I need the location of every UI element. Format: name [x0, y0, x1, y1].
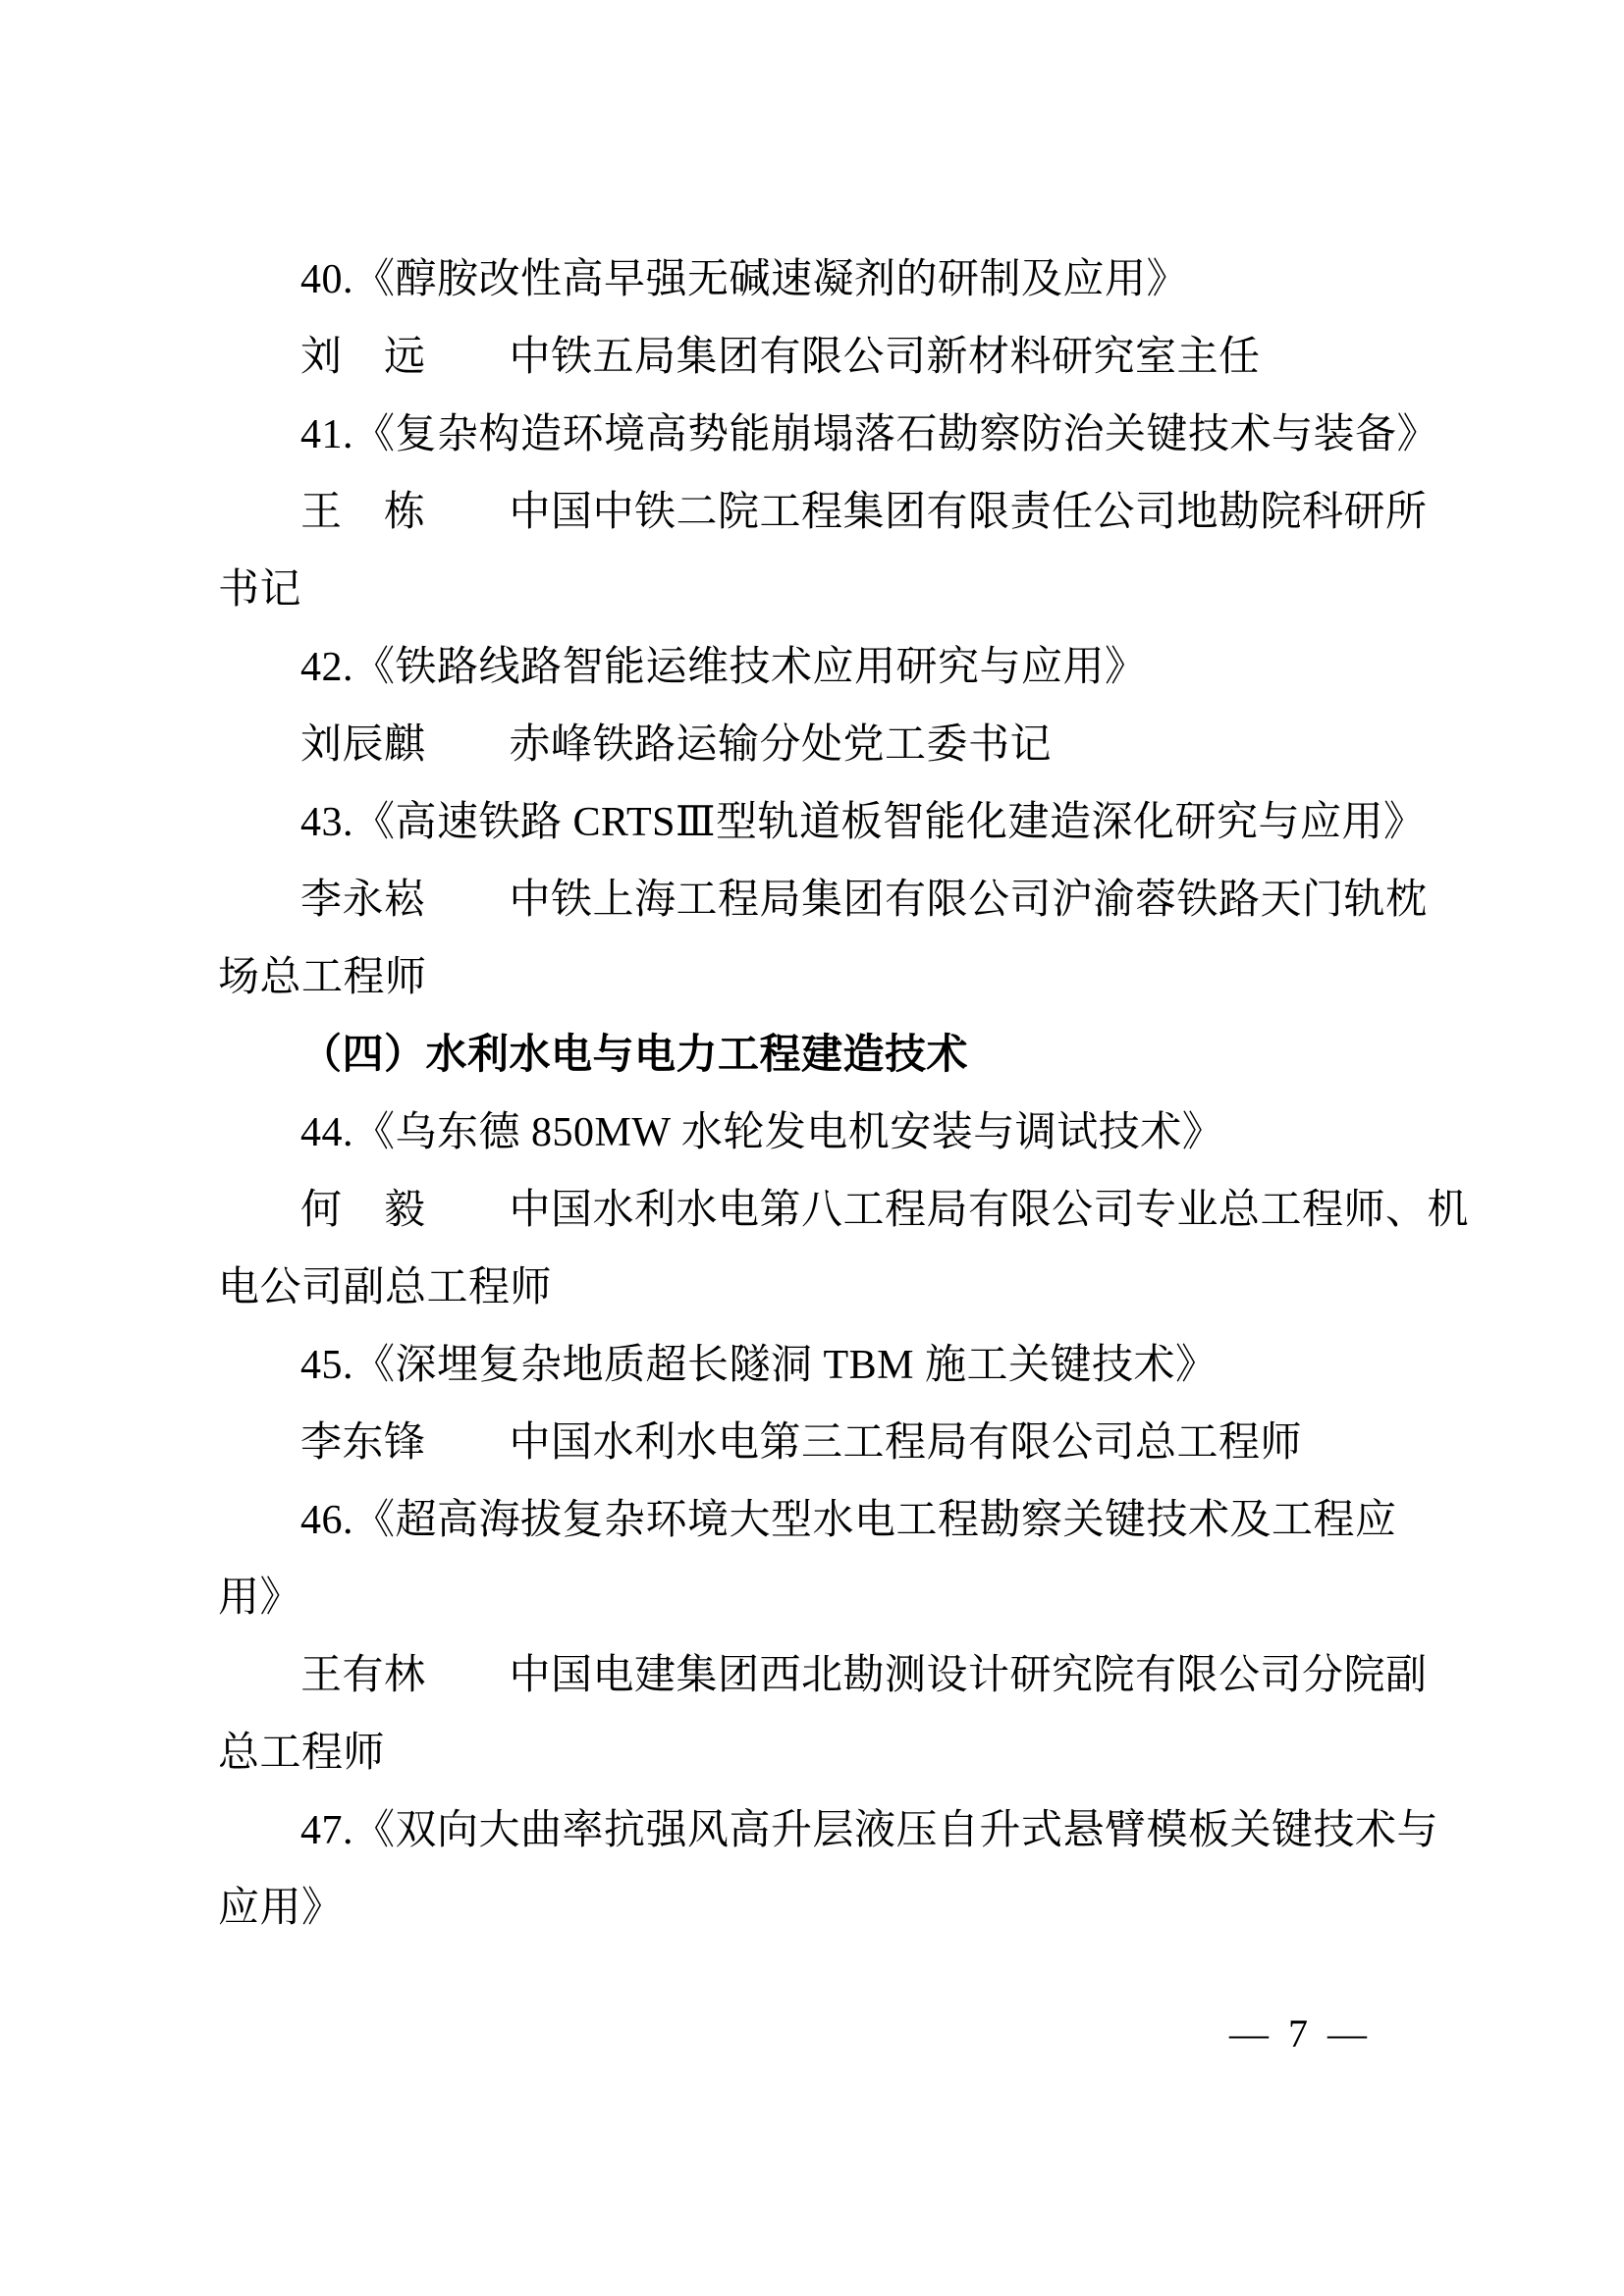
award-person-line: 李东锋 中国水利水电第三工程局有限公司总工程师 — [300, 1420, 1303, 1466]
page-number: — 7 — — [1229, 2011, 1367, 2056]
award-person-line: 王 栋 中国中铁二院工程集团有限责任公司地勘院科研所 — [300, 490, 1428, 535]
award-person-line: 何 毅 中国水利水电第八工程局有限公司专业总工程师、机 — [300, 1188, 1470, 1233]
award-title-line: 40.《醇胺改性高早强无碱速凝剂的研制及应用》 — [300, 257, 1189, 302]
person-continuation-line: 书记 — [218, 567, 302, 613]
award-title-line: 45.《深埋复杂地质超长隧洞 TBM 施工关键技术》 — [300, 1343, 1218, 1388]
award-title-line: 46.《超高海拔复杂环境大型水电工程勘察关键技术及工程应 — [300, 1498, 1397, 1543]
person-continuation-line: 场总工程师 — [218, 955, 427, 1000]
title-continuation-line: 应用》 — [218, 1886, 344, 1931]
person-continuation-line: 总工程师 — [218, 1731, 386, 1776]
award-person-line: 王有林 中国电建集团西北勘测设计研究院有限公司分院副 — [300, 1653, 1428, 1698]
section-heading: （四）水利水电与电力工程建造技术 — [300, 1033, 969, 1078]
award-title-line: 43.《高速铁路 CRTSⅢ型轨道板智能化建造深化研究与应用》 — [300, 800, 1426, 845]
person-continuation-line: 电公司副总工程师 — [218, 1265, 553, 1310]
award-title-line: 42.《铁路线路智能运维技术应用研究与应用》 — [300, 645, 1147, 690]
award-person-line: 刘辰麒 赤峰铁路运输分处党工委书记 — [300, 722, 1053, 768]
award-title-line: 41.《复杂构造环境高势能崩塌落石勘察防治关键技术与装备》 — [300, 412, 1439, 457]
award-title-line: 47.《双向大曲率抗强风高升层液压自升式悬臂模板关键技术与 — [300, 1808, 1439, 1853]
award-title-line: 44.《乌东德 850MW 水轮发电机安装与调试技术》 — [300, 1110, 1224, 1155]
title-continuation-line: 用》 — [218, 1575, 302, 1621]
award-person-line: 刘 远 中铁五局集团有限公司新材料研究室主任 — [300, 335, 1261, 380]
award-person-line: 李永崧 中铁上海工程局集团有限公司沪渝蓉铁路天门轨枕 — [300, 878, 1428, 923]
document-body — [218, 241, 1470, 1948]
